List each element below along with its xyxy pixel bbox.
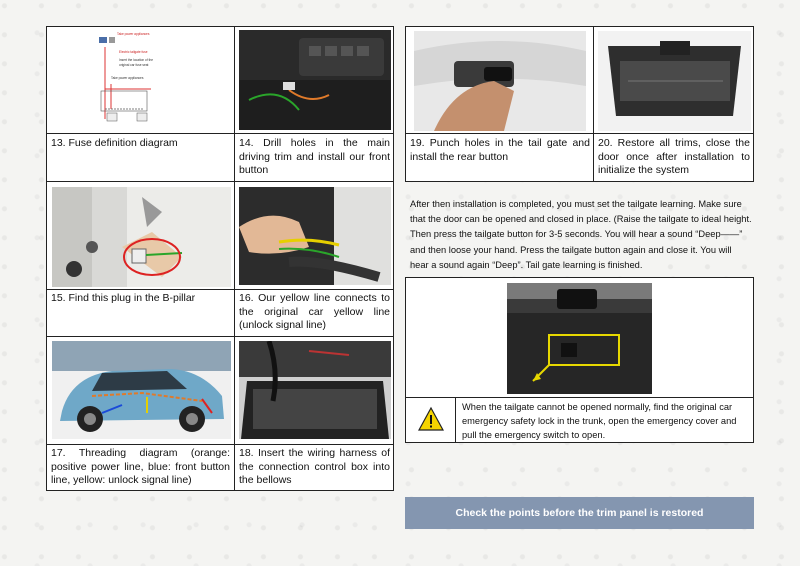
trim-restore-photo: [598, 31, 751, 131]
emergency-lock-photo: [507, 283, 652, 394]
tailgate-learning-text: After then installation is completed, you must set the tailgate learning. Make sure that the door can be opened and closed in place. (Raise the tailgate to ideal height. Then press the tailgate button for 3-5 seconds. You will hear a sound “Deep——” and then loose your hand. Press the tailgate button again and close it. You will hear a sound again “Deep”. Tail gate learning is finished.: [410, 199, 752, 270]
step-18-caption: 18. Insert the wiring harness of the connection control box into the bellows: [239, 447, 390, 486]
check-points-banner: Check the points before the trim panel is restored: [405, 497, 754, 529]
step-14-caption: 14. Drill holes in the main driving trim and install our front button: [239, 137, 390, 176]
warning-text: When the tailgate cannot be opened normally, find the original car emergency safety lock in the trunk, open the emergency cover and pull the emergency switch to open.: [462, 402, 737, 440]
step-20-caption: 20. Restore all trims, close the door once after installation to initialize the system: [598, 137, 750, 176]
row1-divider: [46, 133, 394, 134]
diagram-label-1: Take power appliances: [117, 32, 150, 36]
step-15-caption: 15. Find this plug in the B-pillar: [51, 292, 196, 304]
diagram-label-4: original car fuse seat: [119, 63, 149, 67]
row2-divider: [46, 289, 394, 290]
emergency-lock-cell: [405, 277, 754, 398]
diagram-label-5: Take power appliances: [111, 76, 144, 80]
step-15-cell: [46, 181, 235, 337]
warning-icon-box: [405, 397, 456, 443]
fuse-diagram-image: [91, 29, 191, 131]
row-right-divider: [405, 133, 754, 134]
yellow-line-photo: [239, 187, 391, 285]
step-19-caption: 19. Punch holes in the tail gate and install the rear button: [410, 137, 590, 163]
step-13-caption: 13. Fuse definition diagram: [51, 137, 178, 149]
warning-icon: [418, 406, 444, 432]
b-pillar-plug-photo: [52, 187, 231, 287]
diagram-label-2: Electric tailgate fuse: [119, 50, 148, 54]
rear-button-photo: [414, 31, 586, 131]
bellows-photo: [239, 341, 391, 439]
step-13-cell: [46, 26, 235, 182]
step-17-caption: 17. Threading diagram (orange: positive power line, blue: front button line, yellow: unlock signal line): [51, 447, 230, 486]
drill-trim-photo: [239, 30, 391, 130]
threading-diagram-photo: [52, 341, 231, 439]
step-16-caption: 16. Our yellow line connects to the original car yellow line (unlock signal line): [239, 292, 390, 331]
row3-divider: [46, 444, 394, 445]
diagram-label-3: Insert the location of the: [119, 58, 154, 62]
